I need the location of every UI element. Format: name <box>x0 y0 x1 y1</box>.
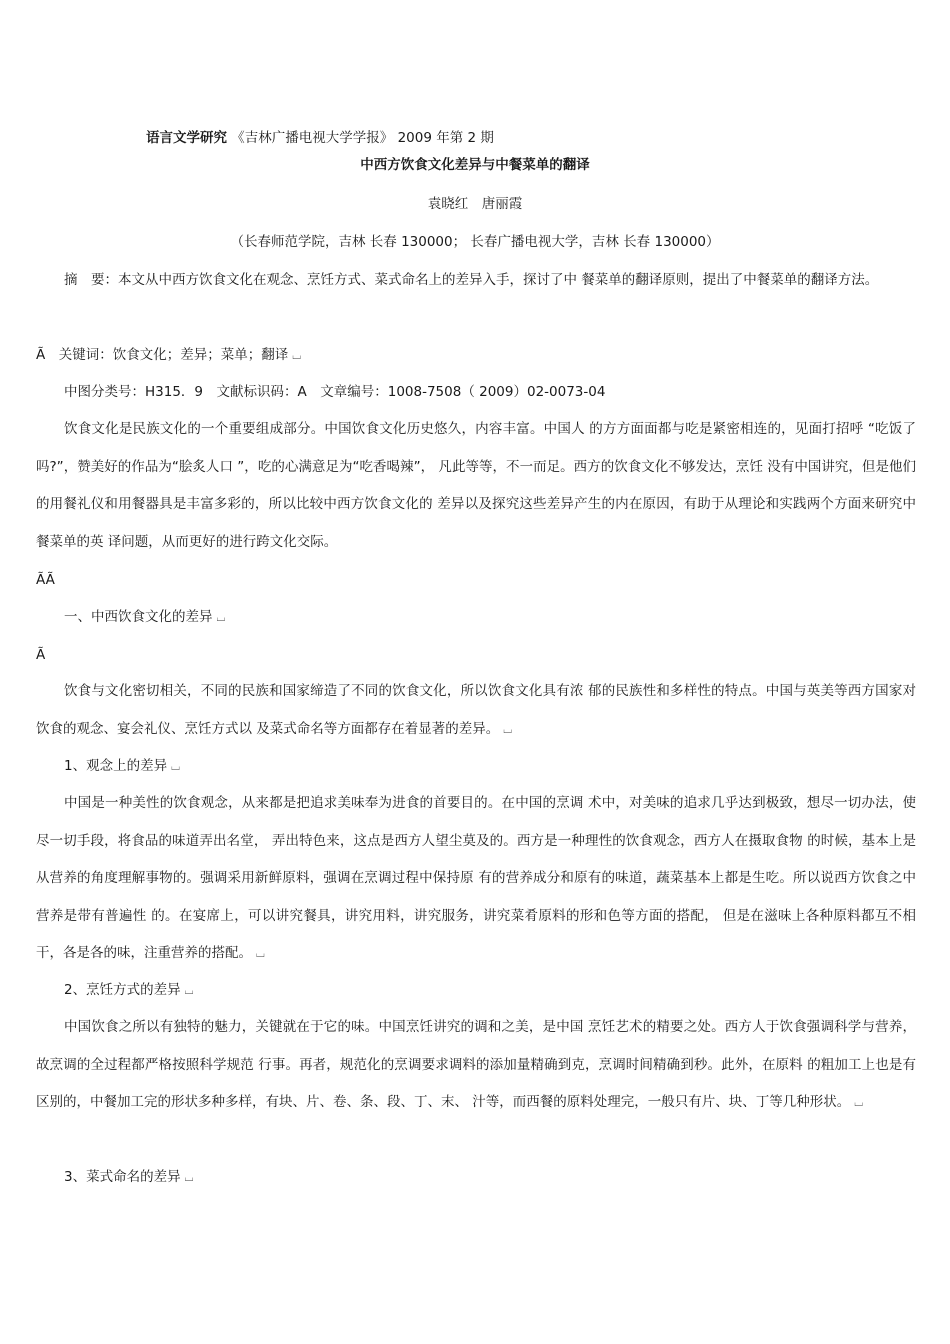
sub1-paragraph <box>36 785 916 973</box>
journal-header <box>146 128 916 148</box>
paragraph-mark-icon: ⌴ <box>503 722 512 736</box>
subheading-2-text: 2、烹饪方式的差异 <box>64 982 181 998</box>
sub2-paragraph <box>36 1009 916 1122</box>
sub2-paragraph-text: 中国饮食之所以有独特的魅力，关键就在于它的味。中国烹饪讲究的调和之美，是中国 烹饪艺术的精要之处。西方人于饮食强调科学与营养，故烹调的全过程都严格按照科学规范 行事。再者，规范化的烹调要求调料的添加量精确到克，烹调时间精确到秒。此外，在原料 的粗加工上也是有区别的，中餐加工完的形状多种多样，有块、片、卷、条、段、丁、末、 汁等，而西餐的原料处理完，一般只有片、块、丁等几种形状。 <box>36 1019 916 1110</box>
sub1-paragraph-text: 中国是一种美性的饮食观念，从来都是把追求美味奉为进食的首要目的。在中国的烹调 术中，对美味的追求几乎达到极致，想尽一切办法，使尽一切手段，将食品的味道弄出名堂， 弄出特色来，这点是西方人望尘莫及的。西方是一种理性的饮食观念，西方人在摄取食物 的时候，基本上是从营养的角度理解事物的。强调采用新鲜原料，强调在烹调过程中保持原 有的营养成分和原有的味道，蔬菜基本上都是生吃。所以说西方饮食之中营养是带有普遍性 的。在宴席上，可以讲究餐具，讲究用料，讲究服务，讲究菜肴原料的形和色等方面的搭配， 但是在滋味上各种原料都互不相干，各是各的味，注重营养的搭配。 <box>36 795 916 961</box>
keywords-text: Ã 关键词：饮食文化；差异；菜单；翻译 <box>36 347 289 363</box>
affiliation: （长春师范学院，吉林 长春 130000； 长春广播电视大学，吉林 长春 130000） <box>230 234 720 250</box>
intro-paragraph: 饮食文化是民族文化的一个重要组成部分。中国饮食文化历史悠久，内容丰富。中国人 的方方面面都与吃是紧密相连的，见面打招呼 “吃饭了吗?”，赞美好的作品为“脍炙人口 ”，吃的心满意足为“吃香喝辣”， 凡此等等，不一而足。西方的饮食文化不够发达，烹饪 没有中国讲究，但是他们的用餐礼仪和用餐器具是丰富多彩的，所以比较中西方饮食文化的 差异以及探究这些差异产生的内在原因，有助于从理论和实践两个方面来研究中餐菜单的英 译问题，从而更好的进行跨文化交际。 <box>36 421 916 550</box>
subheading-3-text: 3、菜式命名的差异 <box>64 1169 181 1185</box>
section-heading <box>64 607 916 628</box>
article-title: 中西方饮食文化差异与中餐菜单的翻译 <box>360 157 590 173</box>
section1-paragraph-text: 饮食与文化密切相关，不同的民族和国家缔造了不同的饮食文化，所以饮食文化具有浓 郁的民族性和多样性的特点。中国与英美等西方国家对饮食的观念、宴会礼仪、烹饪方式以 及菜式命名等方面都存在着显著的差异。 <box>36 683 916 737</box>
authors: 袁晓红 唐丽霞 <box>427 196 523 212</box>
stray-characters: ÃÃ <box>36 572 55 588</box>
section1-paragraph <box>36 673 916 748</box>
subheading-1-text: 1、观念上的差异 <box>64 758 168 774</box>
paragraph-mark-icon: ⌴ <box>256 947 264 960</box>
stray-character: Ã <box>36 647 46 663</box>
paragraph-mark-icon: ⌴ <box>171 760 179 773</box>
classification: 中图分类号：H315．9 文献标识码：A 文章编号：1008-7508（ 2009）02-0073-04 <box>64 384 606 400</box>
subheading-3 <box>64 1167 916 1188</box>
journal-name: 《吉林广播电视大学学报》 2009 年第 2 期 <box>231 130 494 146</box>
paragraph-mark-icon: ⌴ <box>292 349 301 362</box>
paragraph-mark-icon: ⌴ <box>184 1171 193 1184</box>
paragraph-mark-icon: ⌴ <box>184 984 193 997</box>
section-heading-text: 一、中西饮食文化的差异 <box>64 609 213 625</box>
keywords <box>36 345 916 366</box>
abstract: 摘 要：本文从中西方饮食文化在观念、烹饪方式、菜式命名上的差异入手，探讨了中 餐菜单的翻译原则，提出了中餐菜单的翻译方法。 <box>64 272 879 288</box>
subheading-2 <box>64 980 916 1001</box>
section-label: 语言文学研究 <box>146 130 227 146</box>
subheading-1 <box>64 756 916 777</box>
paragraph-mark-icon: ⌴ <box>216 611 225 624</box>
paragraph-mark-icon: ⌴ <box>854 1096 863 1109</box>
